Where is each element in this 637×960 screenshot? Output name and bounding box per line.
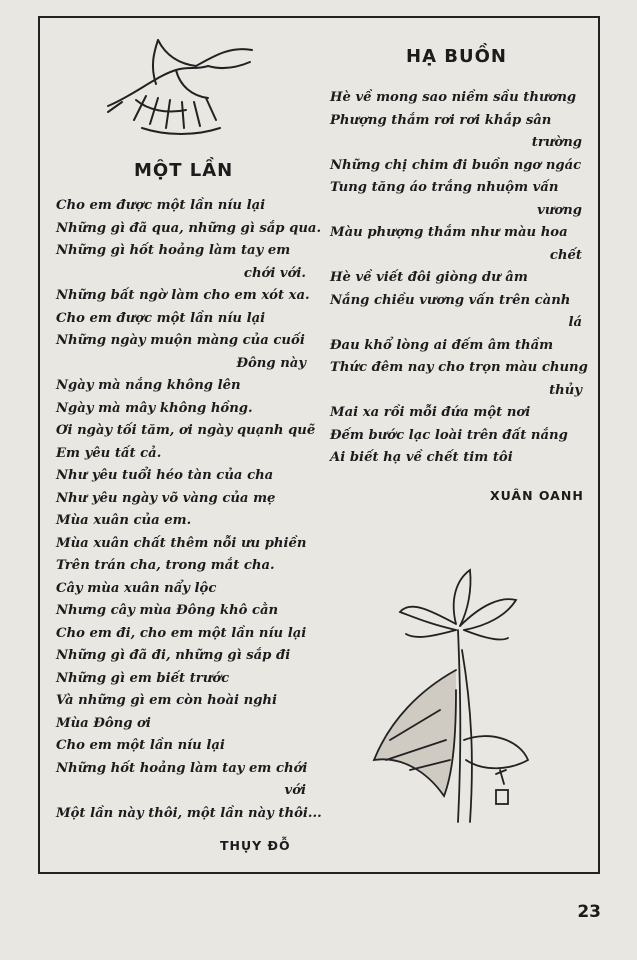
poem-line: Phượng thắm rơi rơi khắp sân <box>330 112 552 128</box>
poem-line: Những gì hốt hoảng làm tay em <box>56 243 291 258</box>
poem-line: Đau khổ lòng ai đếm âm thầm <box>330 337 554 353</box>
poem2-lines <box>330 87 588 470</box>
poem-line: trường <box>531 135 582 150</box>
poem-line: thủy <box>549 382 582 398</box>
poem-line: Mùa Đông ơi <box>56 715 151 731</box>
poem-line: Trên trán cha, trong mắt cha. <box>56 558 275 573</box>
poem-line: Ngày mà nắng không lên <box>56 378 241 393</box>
poem-line: Và những gì em còn hoài nghi <box>56 693 278 708</box>
poem-line: vương <box>537 202 582 218</box>
poem1-lines <box>56 195 322 825</box>
poem-line: Những bất ngờ làm cho em xót xa. <box>56 288 310 303</box>
lotus-illustration <box>360 560 530 830</box>
poem-line: chết <box>549 247 582 263</box>
poem-line: Mùa xuân của em. <box>56 513 192 528</box>
poem-line: Màu phượng thắm như màu hoa <box>330 225 568 240</box>
poem-line: chới với. <box>243 265 306 281</box>
poem-line: Cho em được một lần níu lại <box>56 198 266 213</box>
poem-line: Như yêu ngày võ vàng của mẹ <box>56 490 276 506</box>
poem-line: Những ngày muộn màng của cuối <box>56 333 305 348</box>
poem-line: Mai xa rồi mỗi đứa một nơi <box>330 405 531 420</box>
poem-line: Nhưng cây mùa Đông khô cằn <box>56 603 279 618</box>
poem-line: Em yêu tất cả. <box>56 445 162 461</box>
poem-line: Cho em một lần níu lại <box>56 738 225 753</box>
poem-line: với <box>284 783 306 798</box>
poem-line: Nắng chiều vương vấn trên cành <box>330 292 571 308</box>
poem2-title: HẠ BUỒN <box>406 46 507 67</box>
poem-line: Những gì đã qua, những gì sắp qua. <box>56 220 322 236</box>
poem-line: Thức đêm nay cho trọn màu chung <box>330 360 588 375</box>
poem-line: Cho em được một lần níu lại <box>56 310 266 326</box>
poem-line: Ngày mà mây không hồng. <box>56 400 253 416</box>
poem-line: Đông này <box>236 355 306 371</box>
poem-line: Mùa xuân chất thêm nỗi ưu phiền <box>56 535 307 551</box>
poem1-title: MỘT LẦN <box>134 160 234 181</box>
poem-line: Những chị chim đi buồn ngơ ngác <box>330 157 582 173</box>
poem-line: Những hốt hoảng làm tay em chới <box>56 760 308 776</box>
poem-line: Hè về mong sao niềm sầu thương <box>330 90 577 105</box>
poem-line: Cây mùa xuân nẩy lộc <box>56 580 217 596</box>
poem-line: Cho em đi, cho em một lần níu lại <box>56 625 307 641</box>
poem-line: Hè về viết đôi giòng dư âm <box>330 270 528 285</box>
dove-illustration <box>96 36 256 140</box>
poem1-author: THỤY ĐỖ <box>220 838 291 853</box>
poem-line: Đếm bước lạc loài trên đất nắng <box>330 427 568 443</box>
page-number: 23 <box>577 902 601 922</box>
poem2-author: XUÂN OANH <box>490 488 584 503</box>
poem-line: lá <box>568 315 582 330</box>
poem-line: Những gì em biết trước <box>56 670 230 686</box>
poem-line: Như yêu tuổi héo tàn của cha <box>56 468 274 483</box>
poem-line: Một lần này thôi, một lần này thôi... <box>56 805 322 821</box>
poem-line: Ơi ngày tối tăm, ơi ngày quạnh quẽ <box>56 423 316 438</box>
poem-line: Tung tăng áo trắng nhuộm vấn <box>330 180 559 195</box>
poem-line: Ai biết hạ về chết tim tôi <box>330 450 513 465</box>
poem-line: Những gì đã đi, những gì sắp đi <box>56 648 291 663</box>
